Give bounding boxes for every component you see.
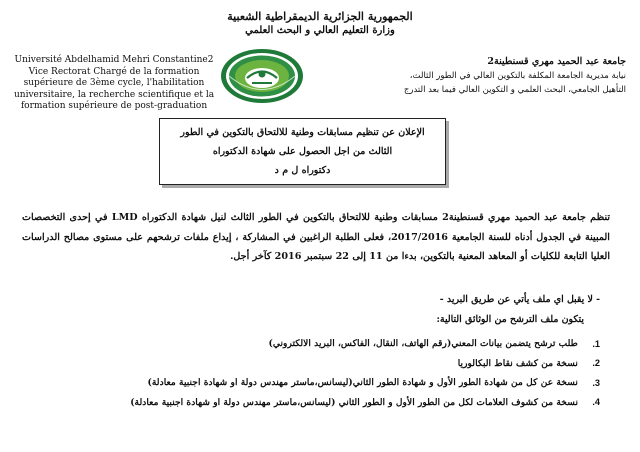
list-item-number: 2.	[592, 358, 600, 369]
list-item-number: 3.	[592, 377, 600, 388]
french-line: universitaire, la recherche scientifique et la	[14, 89, 215, 100]
university-emblem-icon	[219, 47, 305, 105]
list-item	[40, 393, 600, 413]
list-item-number: 1.	[592, 338, 600, 349]
list-item-number: 4.	[592, 397, 600, 408]
list-item-text: نسخة من كشوف العلامات لكل من الطور الأول و الطور الثاني (ليسانس،ماستر مهندس دولة او شهادة اجنبية معادلة)	[130, 396, 578, 408]
french-institution-block	[14, 55, 214, 113]
arabic-institution-block	[326, 55, 626, 97]
file-intro: يتكون ملف الترشح من الوثائق التالية:	[436, 314, 584, 325]
title-line: دكتوراه ل م د	[274, 165, 331, 176]
french-line: supérieure de 3ème cycle, l'habilitation	[23, 78, 205, 88]
arabic-university-name: جامعة عبد الحميد مهري قسنطينة2	[487, 56, 626, 67]
postal-notice: - لا يقبل اي ملف يأتي عن طريق البريد -	[439, 294, 600, 305]
ministry-heading: وزارة التعليم العالي و البحث العلمي	[245, 25, 395, 36]
required-documents-list	[40, 334, 600, 412]
republic-heading: الجمهورية الجزائرية الديمقراطية الشعبية	[227, 10, 413, 23]
list-item-text: طلب ترشح يتضمن بيانات المعني(رقم الهاتف، النقال، الفاكس، البريد الالكتروني)	[268, 338, 578, 350]
french-line: Université Abdelhamid Mehri Constantine2	[14, 55, 214, 65]
title-line: الإعلان عن تنظيم مسابقات وطنية للالتحاق بالتكوين في الطور	[180, 127, 425, 138]
arabic-line: التأهيل الجامعي، البحث العلمي و التكوين العالي فيما بعد التدرج	[403, 85, 626, 95]
announcement-body	[22, 208, 610, 267]
list-item	[40, 373, 600, 393]
list-item-text: نسخة من كشف نقاط البكالوريا	[457, 357, 578, 369]
announcement-title-box	[159, 118, 446, 185]
arabic-line: نيابة مديرية الجامعة المكلفة بالتكوين العالي في الطور الثالث،	[409, 71, 626, 81]
french-line: Vice Rectorat Chargé de la formation	[28, 66, 200, 77]
title-line: الثالث من اجل الحصول على شهادة الدكتوراه	[212, 146, 393, 157]
list-item	[40, 354, 600, 374]
body-paragraph: تنظم جامعة عبد الحميد مهري قسنطينة2 مسابقات وطنية للالتحاق بالتكوين في الطور الثالث لنيل شهادة الدكتوراه LMD في إحدى التخصصات المبينة في الجدول أدناه للسنة الجامعية 2017/2016، فعلى الطلبة الراغبين في المشاركة ، إيداع ملفات ترشحهم على مستوى مصالح الدراسات العليا التابعة للكليات أو المعاهد المعنية بالتكوين، بدءا من 11 إلى 22 سبتمبر 2016 كآخر أجل.	[22, 212, 611, 262]
french-line: formation supérieure de post-graduation	[20, 101, 208, 111]
list-item-text: نسخة عن كل من شهادة الطور الأول و شهادة الطور الثاني(ليسانس،ماستر مهندس دولة او شهادة اجنبية معادلة)	[147, 377, 578, 389]
list-item	[40, 334, 600, 354]
